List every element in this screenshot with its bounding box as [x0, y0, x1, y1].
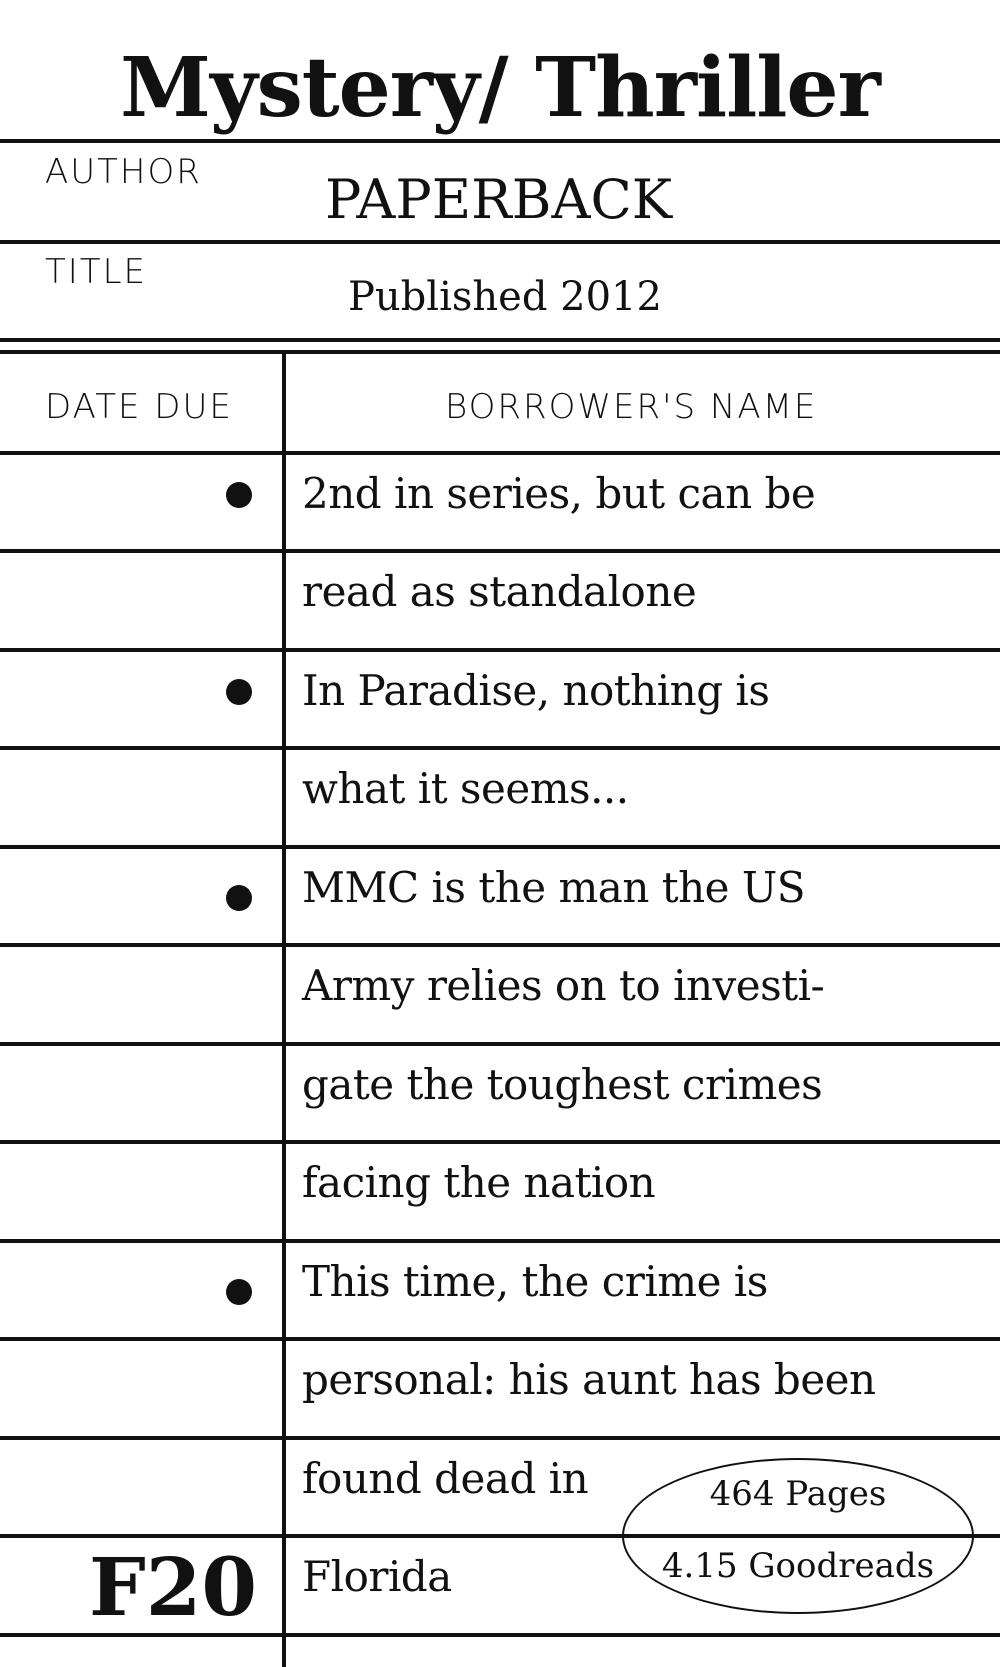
divider-title-a	[0, 338, 1000, 342]
row-text-12: Florida	[302, 1552, 452, 1601]
stamp-rating: 4.15 Goodreads	[661, 1546, 935, 1586]
row-text-4: what it seems...	[302, 764, 629, 813]
author-label: AUTHOR	[45, 152, 202, 192]
row-line	[0, 1239, 1000, 1243]
row-line	[0, 648, 1000, 652]
title-label: TITLE	[45, 252, 147, 292]
bullet-icon	[226, 885, 252, 911]
row-line	[0, 746, 1000, 750]
row-line	[0, 549, 1000, 553]
row-text-8: facing the nation	[302, 1158, 656, 1207]
title-value: Published 2012	[348, 274, 662, 320]
row-line	[0, 1042, 1000, 1046]
row-text-2: read as standalone	[302, 567, 697, 616]
row-text-5: MMC is the man the US	[302, 863, 806, 912]
row-line	[0, 1337, 1000, 1341]
row-text-9: This time, the crime is	[302, 1257, 768, 1306]
row-text-1: 2nd in series, but can be	[302, 469, 816, 518]
bullet-icon	[226, 482, 252, 508]
row-text-7: gate the toughest crimes	[302, 1060, 823, 1109]
row-line	[0, 845, 1000, 849]
genre-title: Mystery/ Thriller	[120, 40, 880, 136]
bullet-icon	[226, 1279, 252, 1305]
borrower-header: BORROWER'S NAME	[445, 387, 818, 427]
divider-top	[0, 139, 1000, 143]
row-line	[0, 943, 1000, 947]
call-number: F20	[88, 1540, 258, 1634]
row-text-10: personal: his aunt has been	[302, 1355, 876, 1404]
row-line	[0, 1436, 1000, 1440]
divider-title-b	[0, 350, 1000, 354]
info-stamp	[622, 1458, 974, 1614]
row-line	[0, 451, 1000, 455]
row-text-3: In Paradise, nothing is	[302, 666, 770, 715]
author-value: PAPERBACK	[325, 168, 673, 231]
row-text-11: found dead in	[302, 1454, 589, 1503]
bullet-icon	[226, 679, 252, 705]
stamp-pages: 464 Pages	[709, 1474, 887, 1514]
date-due-header: DATE DUE	[45, 387, 233, 427]
row-text-6: Army relies on to investi-	[302, 961, 825, 1010]
divider-author	[0, 240, 1000, 244]
row-line	[0, 1140, 1000, 1144]
